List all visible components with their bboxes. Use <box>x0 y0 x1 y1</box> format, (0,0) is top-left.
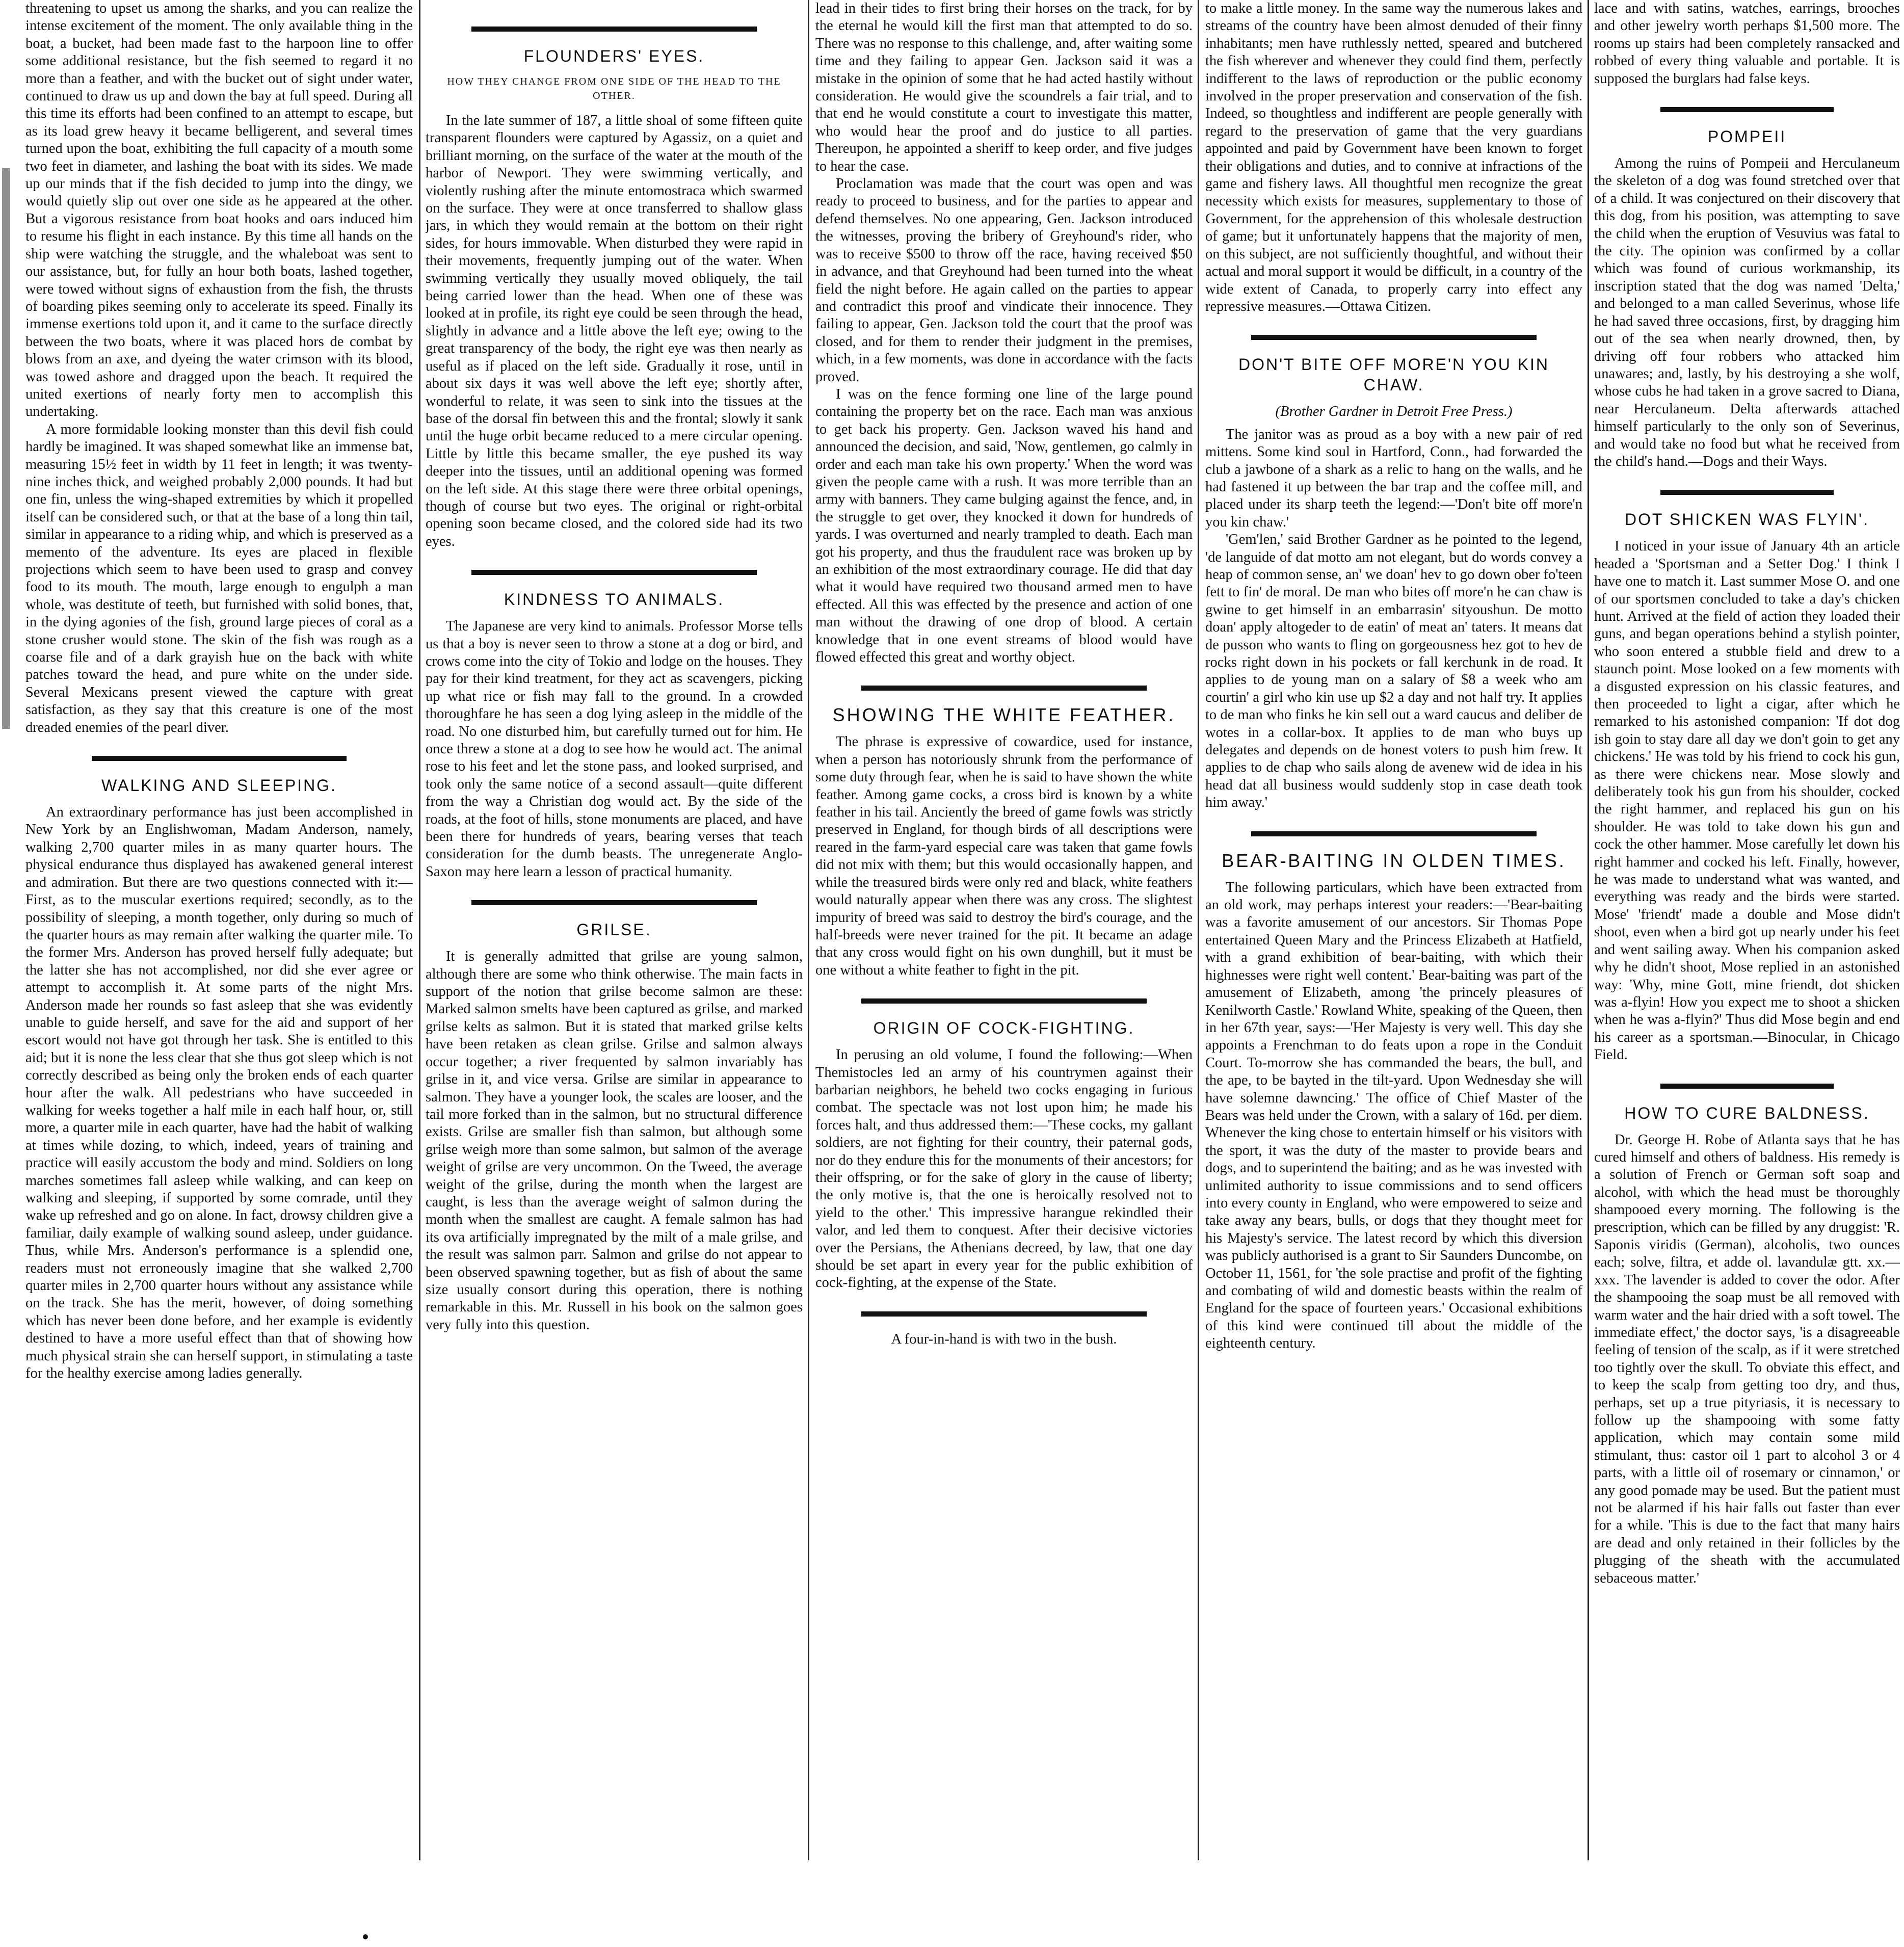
article-attribution: (Brother Gardner in Detroit Free Press.) <box>1275 404 1513 420</box>
section-divider <box>1251 335 1537 340</box>
article-cock-fighting <box>815 1018 1193 1292</box>
article-title: BEAR-BAITING IN OLDEN TIMES. <box>1222 850 1566 871</box>
paragraph: The Japanese are very kind to animals. Professor Morse tells us that a boy is never seen to throw a stone at a dog or bird, and crows come into the city of Tokio and lodge on the houses. They pay for their kind treatment, for they act as scavengers, picking up what rice or fish may fall to the ground. In a crowded thoroughfare he has seen a dog lying asleep in the middle of the road. No one disturbed him, but carefully turned out for him. He once threw a stone at a dog to see how he would act. The animal rose to his feet and let the stone pass, and looked surprised, and took only the same notice of a second assault—quite different from the way a Christian dog would act. By the side of the roads, at the foot of hills, stone monuments are placed, and have been there for hundreds of years, bearing verses that teach consideration for the dumb beasts. The unregenerate Anglo-Saxon may here learn a lesson of practical humanity. <box>426 618 803 880</box>
article-dont-bite-off <box>1205 354 1582 811</box>
paragraph: It is generally admitted that grilse are young salmon, although there are some who think otherwise. The main facts in support of the notion that grilse become salmon are these: Marked salmon smelts have been captured as grilse, and marked grilse kelts as salmon. But it is stated that marked grilse kelts have been retaken as clean grilse. Grilse and salmon always occur together; a river frequented by salmon invariably has grilse in it, and vice versa. Grilse are similar in appearance to salmon. They have a younger look, the scales are looser, and the tail more forked than in the salmon, but no structural difference exists. Grilse are smaller fish than salmon, but although some grilse weigh more than some salmon, but salmon of the average weight of grilse are very uncommon. On the Tweed, the average weight of the grilse, during the month when the largest are caught, is less than the average weight of salmon during the month when the smallest are caught. A female salmon has had its ova artificially impregnated by the milt of a male grilse, and the result was salmon parr. Salmon and grilse do not appear to been observed spawning together, but as fish of about the same size usually consort during this operation, there is nothing remarkable in this. Mr. Russell in his book on the salmon goes very fully into this question. <box>426 949 803 1333</box>
section-divider <box>1251 831 1537 836</box>
section-divider <box>861 686 1147 691</box>
article-pompeii <box>1594 126 1900 470</box>
article-white-feather <box>815 705 1193 979</box>
section-divider <box>471 570 757 575</box>
paragraph: Dr. George H. Robe of Atlanta says that he has cured himself and others of baldness. His remedy is a solution of French or German soft soap and alcohol, with which the head must be thoroughly shampooed every morning. The following is the prescription, which can be filled by any druggist: 'R. Saponis viridis (German), alcoholis, two ounces each; solve, filtra, et adde ol. lavandulæ gtt. xx.—xxx. The lavender is added to cover the odor. After the shampooing the soap must be all removed with warm water and the hair dried with a soft towel. The immediate effect,' the doctor says, 'is a disagreeable feeling of tension of the scalp, as if it were stretched too tightly over the skull. To obviate this effect, and to keep the scalp from getting too dry, and thus, perhaps, set up a true pityriasis, it is necessary to follow up the shampooing with some fatty application, which may contain some mild stimulant, thus: castor oil 1 part to alcohol 3 or 4 parts, with a little oil of rosemary or cinnamon,' or any good pomade may be used. But the patient must not be alarmed if his hair falls out faster than ever for a while. 'This is due to the fact that many hairs are dead and only retained in their follicles by the plugging of the sheath with the accumulated sebaceous matter.' <box>1594 1132 1900 1586</box>
paragraph: The janitor was as proud as a boy with a new pair of red mittens. Some kind soul in Hartford, Conn., had forwarded the club a jawbone of a shark as a relic to hang on the walls, and he had fastened it up between the bar trap and the coffee mill, and placed under its sharp teeth the legend:—'Don't bite off more'n you kin chaw.' <box>1205 426 1582 530</box>
article-burglary-continued <box>1594 0 1900 88</box>
article-title: POMPEII <box>1707 127 1787 146</box>
article-devil-fish <box>25 0 413 736</box>
article-walking-and-sleeping <box>25 775 413 1382</box>
column-5 <box>1594 0 1900 1886</box>
paragraph: Among the ruins of Pompeii and Herculaneum the skeleton of a dog was found stretched over that of a child. It was conjectured on their discovery that this dog, from his position, was attempting to save the child when the eruption of Vesuvius was fatal to the city. The opinion was confirmed by a collar which was found of curious workmanship, its inscription stated that the dog was named 'Delta,' and belonged to a man called Severinus, whose life he had saved three occasions, first, by dragging him out of the sea when nearly drowned, then, by driving off four robbers who attacked him unawares; and, lastly, by his destroying a she wolf, whose cubs he had taken in a grove sacred to Diana, near Herculaneum. Delta afterwards attached himself particularly to the only son of Severinus, and would take no food but what he received from the child's hand.—Dogs and their Ways. <box>1594 155 1900 469</box>
paragraph: An extraordinary performance has just been accomplished in New York by an Englishwoman, Madam Anderson, namely, walking 2,700 quarter miles in as many quarter hours. The physical endurance thus displayed has awakened general interest and admiration. But there are two questions connected with it:—First, as to the muscular exertions required; secondly, as to the possibility of sleeping, a month together, only during so much of the quarter hours as may remain after walking the quarter mile. To the former Mrs. Anderson has proved herself fully adequate; but the latter she has not accomplished, nor did she ever agree or attempt to accomplish it. At some parts of the night Mrs. Anderson made her rounds so fast asleep that she was evidently unable to guide herself, and save for the aid and support of her escort would not have got through her task. She is entitled to this aid; but it is none the less clear that she thus got sleep which is not correctly described as being only the broken ends of each quarter hour after the walk. All pedestrians who have succeeded in walking for weeks together a half mile in each half hour, or, still more, a quarter mile in each quarter, have had the habit of walking at times while dozing, to which, indeed, years of training and practice will easily accustom the body and mind. Soldiers on long marches sometimes fall asleep while walking, and can keep on walking and sleeping, if supported by some comrade, until they wake up refreshed and go on alone. In fact, drowsy children give a familiar, daily example of walking sound asleep, under guidance. Thus, while Mrs. Anderson's performance is a splendid one, readers must not erroneously imagine that she walked 2,700 quarter miles in 2,700 quarter hours without any assistance while on the track. She has the merit, however, of doing something which has never been done before, and her example is evidently destined to have a more useful effect than that of showing how much physical strain she can herself support, in stimulating a taste for the healthy exercise among ladies generally. <box>25 804 413 1382</box>
article-title: FLOUNDERS' EYES. <box>523 47 705 65</box>
article-title: DON'T BITE OFF MORE'N YOU KIN CHAW. <box>1238 355 1550 394</box>
paragraph: A four-in-hand is with two in the bush. <box>891 1331 1117 1347</box>
section-divider <box>1660 1084 1834 1089</box>
paragraph: In perusing an old volume, I found the following:—When Themistocles led an army of his countrymen against their barbarian neighbors, he beheld two cocks engaging in furious combat. The spectacle was not lost upon him; he made his forces halt, and thus addressed them:—'These cocks, my gallant soldiers, are not fighting for their country, their paternal gods, nor do they endure this for the monuments of their ancestors; for their offspring, or for the sake of glory in the cause of liberty; the only motive is, that the one is heroically resolved not to yield to the other.' This impressive harangue rekindled their valor, and led them to conquest. After their decisive victories over the Persians, the Athenians decreed, by law, that one day should be set apart in every year for the public exhibition of cock-fighting, at the expense of the State. <box>815 1047 1193 1291</box>
paragraph: lace and with satins, watches, earrings, brooches and other jewelry worth perhaps $1,500 more. The rooms up stairs had been completely ransacked and robbed of every thing valuable and portable. It is supposed the burglars had false keys. <box>1594 1 1900 87</box>
column-rule <box>1198 0 1199 1860</box>
article-title: WALKING AND SLEEPING. <box>101 776 337 795</box>
article-grilse <box>426 919 803 1334</box>
column-1 <box>25 0 413 1886</box>
paragraph: Proclamation was made that the court was open and was ready to proceed to business, and for the parties to appear and defend themselves. No one appearing, Gen. Jackson introduced the witnesses, proving the bribery of Greyhound's rider, who was to receive $500 to throw off the race, having received $50 in advance, and that Greyhound had been turned into the wheat field the night before. He again called on the parties to appear and contradict this proof and vindicate their innocence. They failing to appear, Gen. Jackson told the court that the proof was closed, and for them to render their judgment in the premises, which, in a few moments, was done in accordance with the facts proved. <box>815 176 1193 385</box>
column-rule <box>419 0 420 1860</box>
section-divider <box>471 27 757 32</box>
article-cure-baldness <box>1594 1103 1900 1588</box>
paragraph: I noticed in your issue of January 4th an article headed a 'Sportsman and a Setter Dog.' I think I have one to match it. Last summer Mose O. and one of our sportsmen concluded to take a day's chicken hunt. Arrived at the field of action they loaded their guns, and began operations behind a stylish pointer, who soon entered a stubble field and drew to a staunch point. Mose looked on a few moments with a disgusted expression on his classic features, and then proceeded to light a cigar, after which he remarked to his astonished companion: 'If dot dog ish goin to stay dare all day we don't goin to get any chickens.' He was told by his friend to cock his gun, as there were chickens near. Mose slowly and deliberately took his gun from his shoulder, cocked the right hammer, and replaced his gun on his shoulder. He was told to take down his gun and cock the other hammer. Mose carefully let down his right hammer and cocked his left. Finally, however, he was made to understand what was wanted, and everything was ready and the birds were started. Mose' 'friendt' made a double and Mose didn't shoot, even when a bird got up nearly under his feet and went sailing away. When his companion asked why he didn't shoot, Mose replied in an astonished way: 'Why, mine Gott, mine friendt, dot shicken was a-flyin! How you expect me to shoot a shicken when he was a-flyin?' Thus did Mose begin and end his career as a sportsman.—Binocular, in Chicago Field. <box>1594 538 1900 1063</box>
article-title: HOW TO CURE BALDNESS. <box>1624 1103 1870 1122</box>
column-rule <box>1588 0 1589 1860</box>
article-title: SHOWING THE WHITE FEATHER. <box>832 704 1176 726</box>
section-divider <box>92 756 347 761</box>
section-divider <box>861 998 1147 1004</box>
paragraph: lead in their tides to first bring their horses on the track, for by the eternal he would kill the first man that attempted to do so. There was no response to this challenge, and, after waiting some time and they failing to appear Gen. Jackson said it was a mistake in the opinion of some that he had acted hastily without consideration. He would give the scoundrels a fair trial, and to that end he would constitute a court to investigate this matter, who would hear the proof and do justice to all parties. Thereupon, he appointed a sheriff to keep order, and five judges to hear the case. <box>815 1 1193 174</box>
paragraph: The following particulars, which have been extracted from an old work, may perhaps interest your readers:—'Bear-baiting was a favorite amusement of our ancestors. Sir Thomas Pope entertained Queen Mary and the Princess Elizabeth at Hatfield, with a grand exhibition of bear-baiting, with which their highnesses were right well content.' Bear-baiting was part of the amusement of Elizabeth, among 'the princely pleasures of Kenilworth Castle.' Rowland White, speaking of the Queen, then in her 67th year, says:—'Her Majesty is very well. This day she appoints a Frenchman to do feats upon a rope in the Conduit Court. To-morrow she has commanded the bears, the bull, and the ape, to be bayted in the tilt-yard. Upon Wednesday she will have solemne dawncing.' The office of Chief Master of the Bears was held under the Crown, with a salary of 16d. per diem. Whenever the king chose to entertain himself or his visitors with the sport, it was the duty of the master to provide bears and dogs, and to superintend the baiting; and as he was invested with unlimited authority to issue commissions and to send officers into every county in England, who were empowered to seize and take away any bears, bulls, or dogs that they thought meet for his Majesty's service. The latest record by which this diversion was publicly authorised is a grant to Sir Saunders Duncombe, on October 11, 1561, for 'the sole practise and profit of the fighting and combating of wild and domestic beasts within the realm of England for the space of fourteen years.' Occasional exhibitions of this kind were continued till about the middle of the eighteenth century. <box>1205 879 1582 1352</box>
column-4 <box>1205 0 1582 1886</box>
paragraph: The phrase is expressive of cowardice, used for instance, when a person has notoriously shrunk from the performance of some duty through fear, when he is said to have shown the white feather. Among game cocks, a cross bird is known by a white feather in his tail. Anciently the breed of game fowls was strictly preserved in England, for though birds of all descriptions were reared in the farm-yard especial care was taken that game fowls did not mix with them; but this would occasionally happen, and while the treasured birds were only red and black, white feathers would naturally appear when there was any cross. The slightest impurity of breed was said to destroy the bird's courage, and the half-breeds were never trained for the pit. It became an adage that any cross would fight on his own dunghill, but it must be one without a white feather to fight in the pit. <box>815 734 1193 978</box>
section-divider <box>1660 107 1834 112</box>
paragraph: A more formidable looking monster than this devil fish could hardly be imagined. It was shaped somewhat like an immense bat, measuring 15½ feet in width by 11 feet in length; it was twenty-nine inches thick, and weighed probably 2,000 pounds. It had but one fin, unless the wing-shaped extremities by which it propelled itself can be considered such, or that at the base of a long thin tail, similar in appearance to a riding whip, and which is preserved as a memento of the adventure. Its eyes are placed in flexible projections which seem to have been used to grasp and convey food to its mouth. The mouth, large enough to engulph a man whole, was destitute of teeth, but furnished with solid bones, that, in the dying agonies of the fish, ground large pieces of coral as a stone crusher would stone. The skin of the fish was rough as a coarse file and of a dark grayish hue on the back with white patches toward the head, and pure white on the under side. Several Mexicans present viewed the capture with great satisfaction, as they say that this creature is one of the most dreaded enemies of the pearl diver. <box>25 421 413 735</box>
section-divider <box>471 900 757 905</box>
paragraph: 'Gem'len,' said Brother Gardner as he pointed to the legend, 'de languide of dat motto am not elegant, but do words convey a heap of common sense, an' we doan' hev to go down ober fo'teen fett to fin' de moral. De man who bites off more'n he can chaw is gwine to get himself in an embarrasin' sityoushun. De motto doan' apply altogeder to de eatin' of meat an' taters. It means dat de pusson who wants to fling on gorgeousness hez got to hev de rocks right down in his pockets or fall kerchunk in de road. It applies to de young man on a salary of $8 a week who am courtin' a girl who kin use up $2 a day and not half try. It applies to de man who finks he kin sell out a ward caucus and deliber de wotes in a collar-box. It applies to de man who buys up delegates and depends on de honest voters to push him frew. It applies to de chap who sails along de avenew wid de idea in his head dat all business would suddenly stop in case death took him away.' <box>1205 532 1582 811</box>
paragraph: I was on the fence forming one line of the large pound containing the property bet on the race. Each man was anxious to get back his property. Gen. Jackson waved his hand and announced the decision, and said, 'Now, gentlemen, go calmly in order and each man take his own property.' When the word was given the people came with a rush. It was more terrible than an army with banners. They came bulging against the fence, and, in the struggle to get over, they knocked it down for hundreds of yards. I was overturned and nearly trampled to death. Each man got his property, and thus the fraudulent race was broken up by an exhibition of the most extraordinary courage. He did that day what it would have required two thousand armed men to have effected. All this was effected by the presence and action of one man without the drawing of one drop of blood. A certain knowledge that in one event streams of blood would have flowed effected this great and worthy object. <box>815 386 1193 666</box>
paragraph: to make a little money. In the same way the numerous lakes and streams of the country have been almost denuded of their finny inhabitants; men have ruthlessly netted, speared and butchered the fish wherever and whenever they could find them, perfectly indifferent to the laws of reproduction or the public economy involved in the proper preservation and conservation of the fish. Indeed, so thoughtless and indifferent are people generally with regard to the preservation of game that the very guardians appointed and paid by Government have been known to forget their obligations and duties, and to connive at infractions of the game and fishery laws. All thoughtful men recognize the great necessity which exists for measures, supplementary to those of Government, for the apprehension of this wholesale destruction of game; but it unfortunately happens that the majority of men, on this subject, are not sufficiently thoughtful, and without their actual and moral support it would be difficult, in a country of the wide extent of Canada, to properly carry into effect any repressive measures.—Ottawa Citizen. <box>1205 1 1582 314</box>
binding-edge-mark <box>2 168 10 729</box>
article-jackson-race-continued <box>815 0 1193 666</box>
column-2 <box>426 0 803 1886</box>
article-dot-shicken <box>1594 509 1900 1064</box>
ink-speck <box>363 1934 368 1939</box>
column-3 <box>815 0 1193 1886</box>
article-title: KINDNESS TO ANIMALS. <box>504 590 725 609</box>
article-kindness-to-animals <box>426 589 803 881</box>
paragraph: In the late summer of 187, a little shoal of some fifteen quite transparent flounders were captured by Agassiz, on a quiet and brilliant morning, on the surface of the water at the mouth of the harbor of Newport. They were swimming vertically, and violently rushing after the minute entomostraca which swarmed on the surface. They were at once transferred to shallow glass jars, in which they would remain at the bottom on their right sides, for hours immovable. When disturbed they were rapid in their movements, frequently jumping out of the water. When swimming vertically they usually moved obliquely, the tail being carried lower than the head. When one of these was looked at in profile, its right eye could be seen through the head, slightly in advance and a little above the left eye; owing to the great transparency of the body, the right eye was then nearly as useful as if placed on the left side. Gradually it rose, until in about six days it was well above the left eye; shortly after, wonderful to relate, it was seen to sink into the tissues at the base of the dorsal fin between this and the frontal; slowly it sank until the huge orbit became reduced to a mere circular opening. Little by little this became smaller, the eye pushed its way deeper into the tissues, until an additional opening was formed on the left side. At this stage there were three orbital openings, though of course but two eyes. The original or right-orbital opening soon became closed, and the colored side had its two eyes. <box>426 113 803 549</box>
article-flounders-eyes <box>426 46 803 550</box>
article-title: DOT SHICKEN WAS FLYIN'. <box>1625 510 1869 529</box>
article-subtitle: HOW THEY CHANGE FROM ONE SIDE OF THE HEAD TO THE OTHER. <box>447 76 781 101</box>
section-divider <box>1660 490 1834 495</box>
article-game-preservation-continued <box>1205 0 1582 315</box>
paragraph: threatening to upset us among the sharks, and you can realize the intense excitement of the moment. The only available thing in the boat, a bucket, had been made fast to the harpoon line to offer some additional resistance, but the fish seemed to regard it no more than a feather, and with the bucket out of sight under water, continued to draw us up and down the bay at full speed. During all this time its efforts had been confined to an attempt to escape, but as its load grew heavy it became belligerent, and several times turned upon the boat, exhibiting the full capacity of a mouth some two feet in diameter, and lashing the boat with its sides. We made up our minds that if the fish decided to jump into the dingy, we would quietly slip out over one side as he appeared at the other. But a vigorous resistance from boat hooks and oars induced him to resume his flight in each instance. By this time all hands on the ship were watching the struggle, and the whaleboat was sent to our assistance, but, for fully an hour both boats, lashed together, were towed without signs of exhaustion from the fish, the thrusts of boarding pikes seeming only to accelerate its speed. Finally its immense exertions told upon it, and it came to the surface directly between the two boats, where it was placed hors de combat by blows from an axe, and dyeing the water crimson with its blood, was towed ashore and dragged upon the beach. It required the united exertions of nearly forty men to accomplish this undertaking. <box>25 1 413 420</box>
column-rule <box>808 0 809 1860</box>
article-title: ORIGIN OF COCK-FIGHTING. <box>873 1019 1135 1038</box>
article-bear-baiting <box>1205 851 1582 1353</box>
article-title: GRILSE. <box>576 920 652 939</box>
filler-quip <box>815 1331 1193 1348</box>
section-divider <box>861 1311 1147 1317</box>
